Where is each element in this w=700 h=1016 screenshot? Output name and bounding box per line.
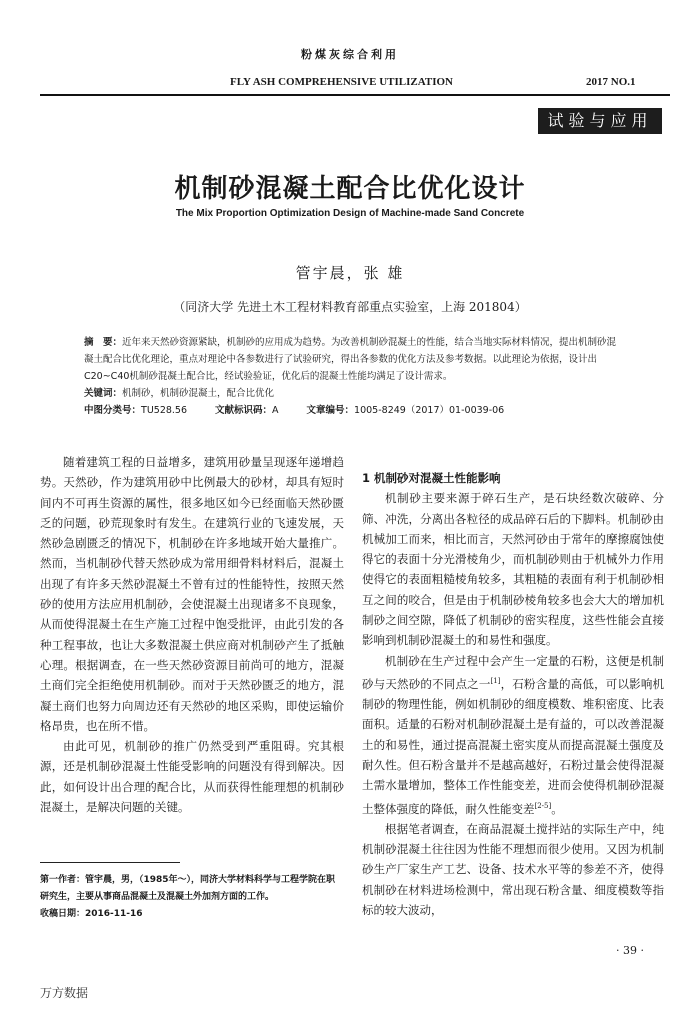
keywords xyxy=(84,385,624,402)
body-column-right xyxy=(362,468,664,920)
watermark: 万方数据 xyxy=(40,986,89,1000)
section-tag: 试验与应用 xyxy=(538,108,662,134)
body-column-left xyxy=(40,452,344,817)
footnote xyxy=(40,872,344,923)
citation: [2-5] xyxy=(534,801,552,810)
abstract-label: 摘 要： xyxy=(84,337,123,348)
abstract-text: 近年来天然砂资源紧缺，机制砂的应用成为趋势。为改善机制砂混凝土的性能，结合当地实际材料情况，提出机制砂混凝土配合比优化理论，重点对理论中各参数进行了试验研究，得出各参数的优化方法及参考数据。以此理论为依据，设计出C20~C40机制砂混凝土配合比，经试验验证，优化后的混凝土性能均满足了设计需求。 xyxy=(84,337,617,382)
journal-name-en: FLY ASH COMPREHENSIVE UTILIZATION xyxy=(230,76,454,88)
journal-name-cn: 粉煤灰综合利用 xyxy=(301,48,399,61)
abstract-block xyxy=(84,334,624,419)
keywords-text: 机制砂，机制砂混凝土，配合比优化 xyxy=(122,388,275,399)
paper-title-cn: 机制砂混凝土配合比优化设计 xyxy=(174,174,526,204)
section-heading: 1 机制砂对混凝土性能影响 xyxy=(362,471,501,485)
received-date: 收稿日期：2016-11-16 xyxy=(40,909,143,919)
body-paragraph: 由此可见，机制砂的推广仍然受到严重阻碍。究其根源，还是机制砂混凝土性能受影响的问题没有得到解决。因此，如何设计出合理的配合比，从而获得性能理想的机制砂混凝土，是解决问题的关键。 xyxy=(40,739,344,815)
clc-code: 中图分类号：TU528.56 xyxy=(84,405,188,416)
keywords-label: 关键词： xyxy=(84,388,123,399)
header-rule xyxy=(40,94,670,96)
citation: [1] xyxy=(490,676,501,685)
classification-line xyxy=(84,402,624,419)
body-paragraph: 机制砂在生产过程中会产生一定量的石粉，这便是机制砂与天然砂的不同点之一[1]，石粉含量的高低，可以影响机制砂的物理性能，例如机制砂的细度模数、堆积密度、比表面积。适量的石粉对机制砂混凝土是有益的，可以改善混凝土的和易性，通过提高混凝土密实度从而提高混凝土强度及耐久性。但石粉含量并不是越高越好，石粉过量会使得混凝土需水量增加，整体工作性能变差，进而会使得机制砂混凝土整体强度的降低，耐久性能变差[2-5]。 xyxy=(362,653,664,816)
footnote-rule xyxy=(40,862,180,863)
body-paragraph: 根据笔者调查，在商品混凝土搅拌站的实际生产中，纯机制砂混凝土往往因为性能不理想而很少使用。又因为机制砂生产厂家生产工艺、设备、技术水平等的参差不齐，使得机制砂在材料进场检测中，常出现石粉含量、细度模数等指标的较大波动， xyxy=(362,821,664,917)
body-paragraph: 机制砂主要来源于碎石生产，是石块经数次破碎、分筛、冲洗，分离出各粒径的成品碎石后的下脚料。机制砂由机械加工而来，相比而言，天然河砂由于常年的摩擦腐蚀使得它的表面十分光滑棱角少，而机制砂则由于机械外力作用使得它的表面粗糙棱角较多，其粗糙的表面有利于机制砂相互之间的咬合，但是由于机制砂棱角较多也会大大的增加机制砂之间空隙，降低了机制砂的密实程度，这些性能会直接影响到机制砂混凝土的和易性和强度。 xyxy=(362,491,664,648)
paper-title-en: The Mix Proportion Optimization Design of Machine-made Sand Concrete xyxy=(175,208,525,219)
abstract xyxy=(84,334,624,385)
document-code: 文献标识码：A xyxy=(215,405,279,416)
author-info: 第一作者：管宇晨，男，（1985年～），同济大学材料科学与工程学院在职研究生，主要从事商品混凝土及混凝土外加剂方面的工作。 xyxy=(40,875,336,902)
affiliation: （同济大学 先进土木工程材料教育部重点实验室，上海 201804） xyxy=(173,300,527,314)
journal-issue: 2017 NO.1 xyxy=(586,76,636,88)
body-paragraph: 随着建筑工程的日益增多，建筑用砂量呈现逐年递增趋势。天然砂，作为建筑用砂中比例最大的砂材，却具有短时间内不可再生资源的属性，很多地区如今已经面临天然砂匮乏的问题，砂荒现象时有发生。在建筑行业的飞速发展，天然砂急剧匮乏的情况下，机制砂在许多地域开始大量推广。然而，当机制砂代替天然砂成为常用细骨料材料后，混凝土出现了有许多天然砂混凝土不曾有过的性能特性，按照天然砂的使用方法应用机制砂，会使混凝土出现诸多不良现象，从而使得混凝土在生产施工过程中饱受批评，由此引发的各种工程事故，也让大多数混凝土供应商对机制砂产生了抵触心理。根据调查，在一些天然砂资源目前尚可的地方，混凝土商们完全拒绝使用机制砂。而对于天然砂匮乏的地方，混凝土商们也努力向周边还有天然砂的地区采购，即使运输价格昂贵，也在所不惜。 xyxy=(40,455,344,733)
authors: 管宇晨，张 雄 xyxy=(295,264,405,282)
article-number: 文章编号：1005-8249（2017）01-0039-06 xyxy=(306,405,505,416)
page-number: · 39 · xyxy=(616,944,644,957)
